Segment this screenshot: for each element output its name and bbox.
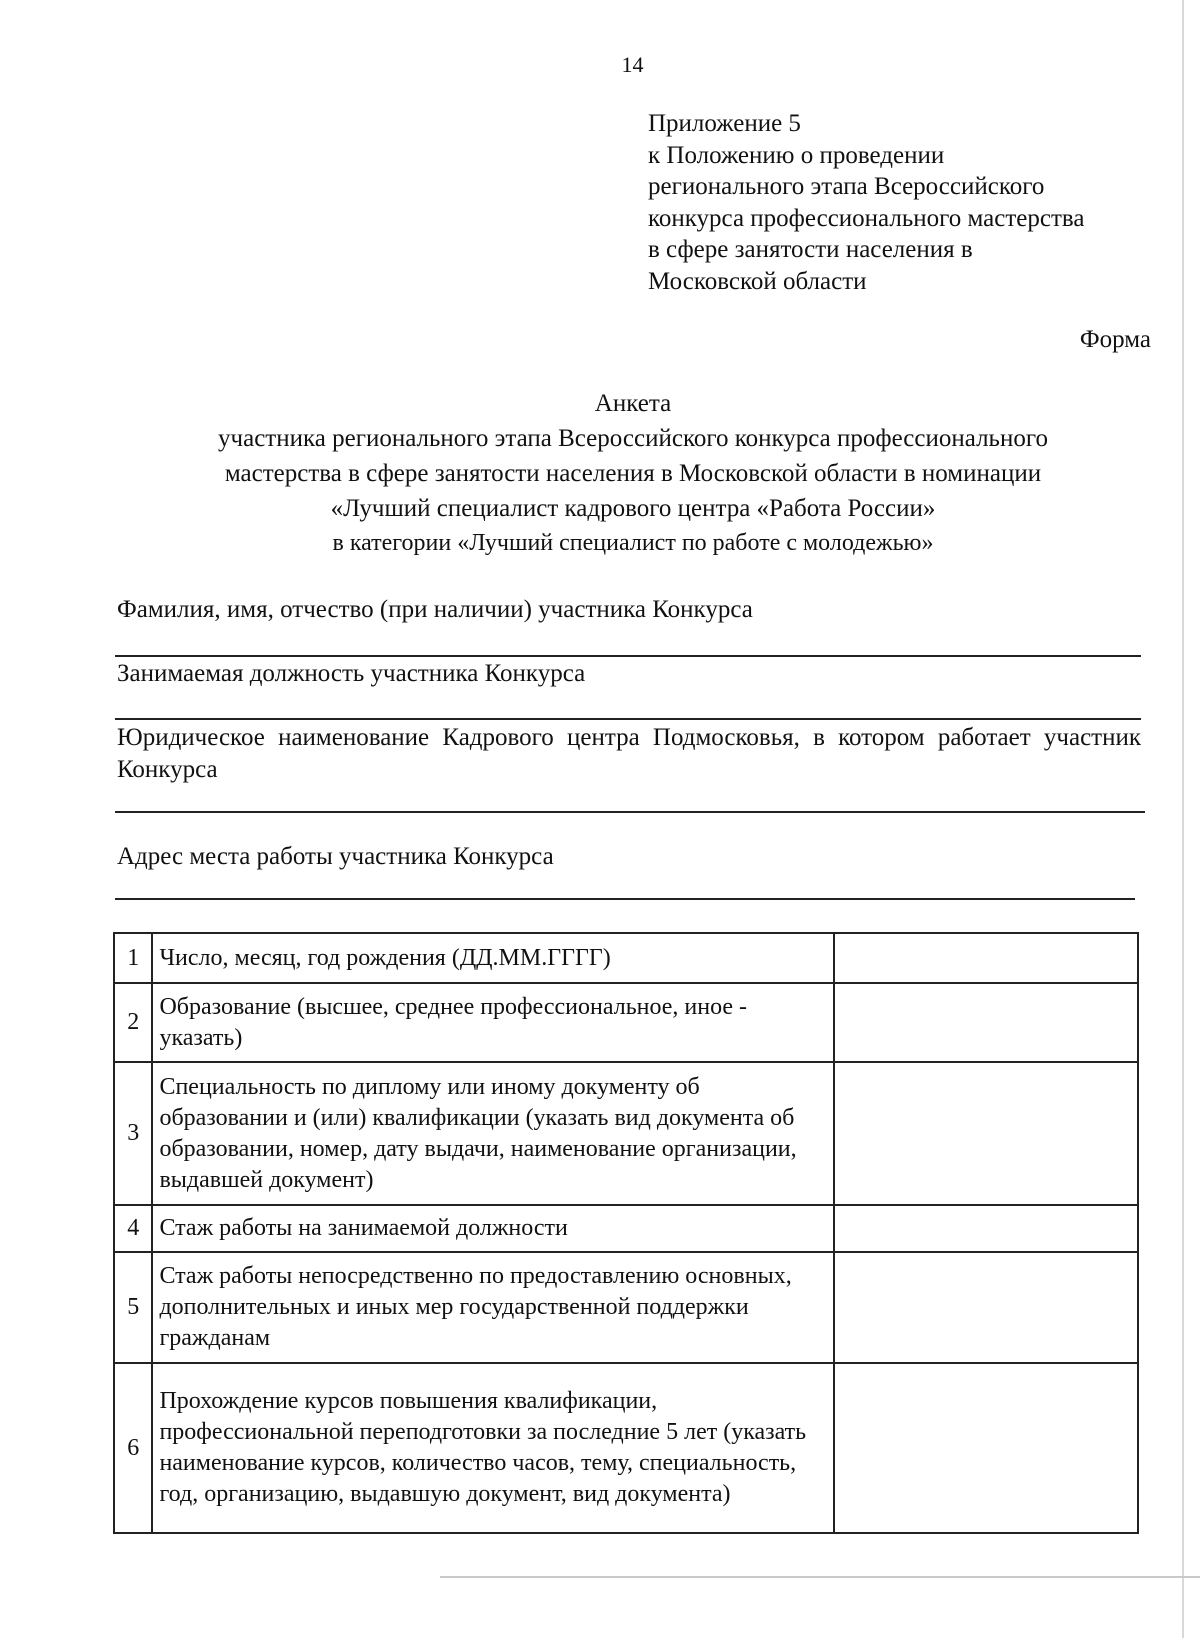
appendix-line: Приложение 5 bbox=[648, 110, 801, 137]
appendix-line: Московской области bbox=[648, 267, 867, 295]
appendix-line: к Положению о проведении bbox=[648, 141, 945, 169]
row-number: 1 bbox=[114, 933, 152, 983]
row-question: Стаж работы непосредственно по предоставлению основных, дополнительных и иных мер государственной поддержки гражданам bbox=[152, 1252, 834, 1363]
row-answer-cell[interactable] bbox=[834, 933, 1138, 983]
full-name-line[interactable] bbox=[115, 655, 1141, 657]
page-edge-bottom bbox=[440, 1576, 1200, 1578]
appendix-line: в сфере занятости населения в bbox=[648, 236, 973, 263]
appendix-line: конкурса профессионального мастерства bbox=[648, 204, 1085, 232]
row-answer-cell[interactable] bbox=[834, 1062, 1138, 1205]
row-answer-cell[interactable] bbox=[834, 983, 1138, 1062]
appendix-block bbox=[648, 108, 1168, 297]
appendix-line: регионального этапа Всероссийского bbox=[648, 173, 1045, 200]
row-answer-cell[interactable] bbox=[834, 1252, 1138, 1363]
title-line: участника регионального этапа Всероссийского конкурса профессионального bbox=[218, 425, 1048, 452]
full-name-label: Фамилия, имя, отчество (при наличии) участника Конкурса bbox=[117, 596, 753, 623]
row-question: Образование (высшее, среднее профессиональное, иное - указать) bbox=[152, 983, 834, 1062]
row-number: 4 bbox=[114, 1205, 152, 1252]
table-row bbox=[114, 1062, 1138, 1205]
document-title bbox=[112, 386, 1154, 561]
row-number: 3 bbox=[114, 1062, 152, 1205]
legal-name-label: Юридическое наименование Кадрового центра Подмосковья, в котором работает участник Конкурса bbox=[117, 724, 1141, 783]
address-line[interactable] bbox=[115, 898, 1135, 900]
title-line: «Лучший специалист кадрового центра «Работа России» bbox=[330, 495, 936, 522]
title-line: мастерства в сфере занятости населения в Московской области в номинации bbox=[224, 460, 1042, 487]
row-question: Стаж работы на занимаемой должности bbox=[152, 1205, 834, 1252]
page-number: 14 bbox=[621, 52, 644, 77]
row-question: Прохождение курсов повышения квалификации, профессиональной переподготовки за последние 5 лет (указать наименование курсов, количество часов, тему, специальность, год, организацию, выдавшую документ, вид документа) bbox=[152, 1363, 834, 1533]
position-label: Занимаемая должность участника Конкурса bbox=[117, 660, 586, 687]
title-heading: Анкета bbox=[594, 390, 672, 417]
table-row bbox=[114, 933, 1138, 983]
row-answer-cell[interactable] bbox=[834, 1363, 1138, 1533]
table-row bbox=[114, 1363, 1138, 1533]
row-number: 6 bbox=[114, 1363, 152, 1533]
form-label: Форма bbox=[1079, 326, 1151, 353]
address-label: Адрес места работы участника Конкурса bbox=[117, 843, 554, 870]
survey-table bbox=[113, 932, 1139, 1534]
table-row bbox=[114, 1252, 1138, 1363]
title-line: в категории «Лучший специалист по работе с молодежью» bbox=[332, 530, 934, 556]
table-row bbox=[114, 1205, 1138, 1252]
legal-name-line[interactable] bbox=[115, 811, 1145, 813]
row-number: 5 bbox=[114, 1252, 152, 1363]
row-number: 2 bbox=[114, 983, 152, 1062]
row-question: Специальность по диплому или иному документу об образовании и (или) квалификации (указать вид документа об образовании, номер, дату выдачи, наименование организации, выдавшей документ) bbox=[152, 1062, 834, 1205]
row-answer-cell[interactable] bbox=[834, 1205, 1138, 1252]
row-question: Число, месяц, год рождения (ДД.ММ.ГГГГ) bbox=[152, 933, 834, 983]
position-line[interactable] bbox=[115, 718, 1141, 720]
page-edge-right bbox=[1182, 0, 1184, 1638]
table-row bbox=[114, 983, 1138, 1062]
